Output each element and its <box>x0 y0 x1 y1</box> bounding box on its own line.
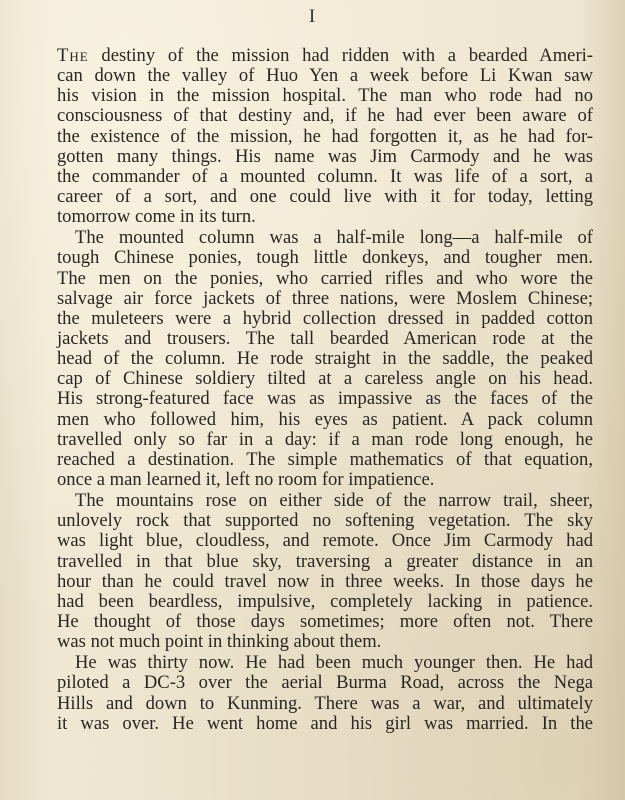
text-line: gotten many things. His name was Jim Carmody and he was <box>57 145 593 167</box>
text-line: head of the column. He rode straight in the saddle, the peaked <box>57 348 593 370</box>
text-line: piloted a DC-3 over the aerial Burma Road, across the Nega <box>57 672 593 694</box>
text-line: jackets and trousers. The tall bearded American rode at the <box>57 327 593 349</box>
text-line: tomorrow come in its turn. <box>57 206 256 228</box>
paragraph-3 <box>57 491 593 652</box>
text-line: tough Chinese ponies, tough little donkeys, and tougher men. <box>57 247 593 269</box>
text-line: once a man learned it, left no room for impatience. <box>57 468 435 490</box>
text-line: He was thirty now. He had been much younger then. He had <box>75 652 593 674</box>
text-line: can down the valley of Huo Yen a week before Li Kwan saw <box>57 65 593 87</box>
text-line: Hills and down to Kunming. There was a war, and ultimately <box>57 692 593 714</box>
text-line: salvage air force jackets of three nations, were Moslem Chinese; <box>57 287 593 309</box>
chapter-number: I <box>308 6 317 27</box>
paragraph-2 <box>57 228 593 490</box>
paragraph-4 <box>57 653 593 734</box>
text-line: travelled in that blue sky, traversing a greater distance in an <box>57 550 593 572</box>
text-line: men who followed him, his eyes as patient. A pack column <box>57 408 593 430</box>
paragraph-1 <box>57 46 593 227</box>
text-line: was not much point in thinking about them. <box>57 631 382 653</box>
text-line: unlovely rock that supported no softening vegetation. The sky <box>57 510 593 532</box>
text-line: cap of Chinese soldiery tilted at a careless angle on his head. <box>57 368 593 390</box>
text-line: travelled only so far in a day: if a man rode long enough, he <box>57 428 593 450</box>
text-line: The men on the ponies, who carried rifles and who wore the <box>57 267 593 289</box>
text-line: consciousness of that destiny and, if he had ever been aware of <box>57 105 593 127</box>
text-line: He thought of those days sometimes; more often not. There <box>57 610 593 632</box>
text-line: the existence of the mission, he had forgotten it, as he had for- <box>57 125 593 147</box>
body-text <box>57 46 593 734</box>
text-line: it was over. He went home and his girl was married. In the <box>57 712 593 734</box>
text-line: the muleteers were a hybrid collection dressed in padded cotton <box>57 307 593 329</box>
opening-word: The <box>57 45 89 66</box>
text-line: His strong-featured face was as impassive as the faces of the <box>57 388 593 410</box>
text-line: was light blue, cloudless, and remote. Once Jim Carmody had <box>57 530 593 552</box>
text-line: The mounted column was a half-mile long—a half-mile of <box>75 227 593 249</box>
text-line: the commander of a mounted column. It was life of a sort, a <box>57 165 593 187</box>
text-line: had been beardless, impulsive, completely lacking in patience. <box>57 590 593 612</box>
text-line: hour than he could travel now in three weeks. In those days he <box>57 570 593 592</box>
text-line: The destiny of the mission had ridden with a bearded Ameri- <box>57 45 593 66</box>
text-line: his vision in the mission hospital. The man who rode had no <box>57 85 593 107</box>
text-line: career of a sort, and one could live with it for today, letting <box>57 185 593 207</box>
text-line: The mountains rose on either side of the narrow trail, sheer, <box>75 490 593 512</box>
text-line: reached a destination. The simple mathematics of that equation, <box>57 448 593 470</box>
